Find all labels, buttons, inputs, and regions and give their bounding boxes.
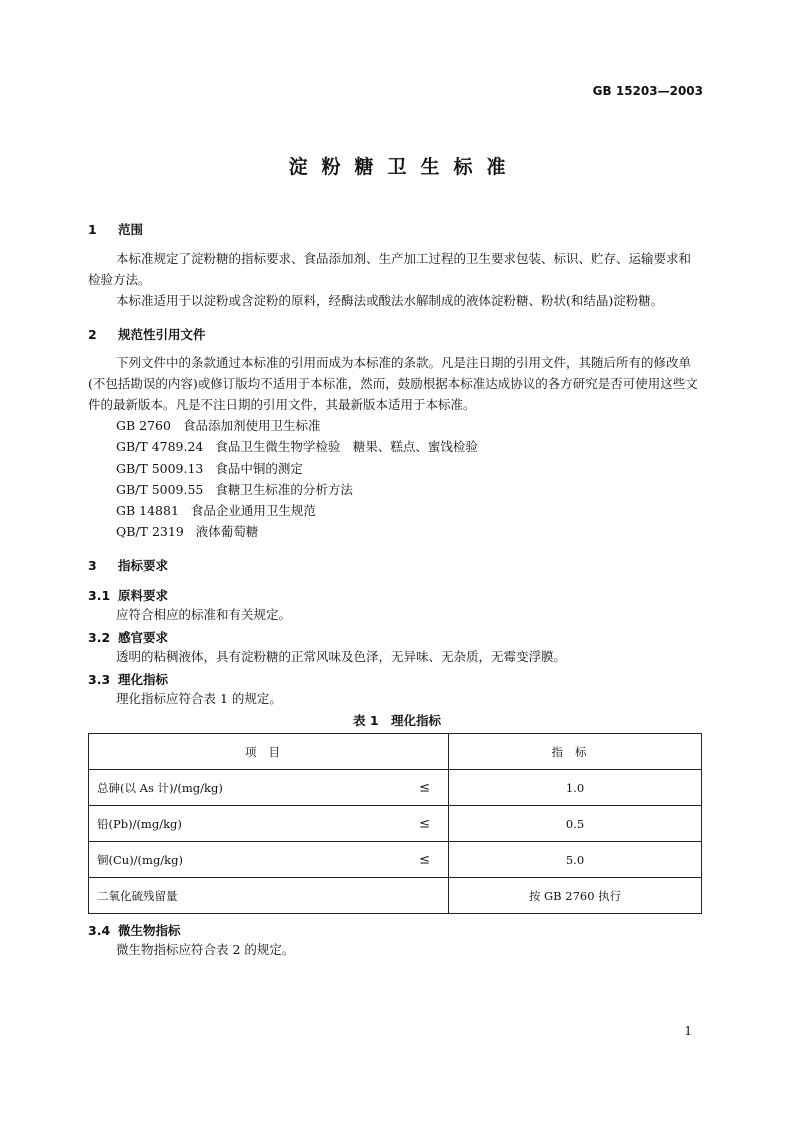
section-1-heading (88, 220, 143, 238)
subsection-title: 原料要求 (118, 588, 169, 603)
value-cell: 5.0 (449, 842, 702, 878)
reference-item (116, 437, 478, 455)
table-row (89, 770, 702, 806)
subsection-3-3-heading (88, 670, 168, 688)
section-title: 指标要求 (118, 558, 169, 573)
subsection-title: 感官要求 (118, 630, 169, 645)
subsection-number: 3.4 (88, 923, 111, 938)
reference-name: 食糖卫生标准的分析方法 (215, 482, 353, 497)
value-cell: 1.0 (449, 770, 702, 806)
operator: ≤ (419, 816, 430, 831)
item-label: 二氧化硫残留量 (97, 888, 178, 903)
reference-item (116, 416, 320, 434)
item-label: 铜(Cu)/(mg/kg) (97, 852, 183, 867)
paragraph: 本标准适用于以淀粉或含淀粉的原料，经酶法或酸法水解制成的液体淀粉糖、粉状(和结晶)淀粉糖。 (116, 293, 664, 308)
table-row (89, 806, 702, 842)
subsection-number: 3.1 (88, 588, 111, 603)
paragraph: 本标准规定了淀粉糖的指标要求、食品添加剂、生产加工过程的卫生要求包装、标识、贮存、运输要求和检验方法。 (88, 251, 692, 287)
paragraph: 下列文件中的条款通过本标准的引用而成为本标准的条款。凡是注日期的引用文件，其随后所有的修改单(不包括勘误的内容)或修订版均不适用于本标准，然而，鼓励根据本标准达成协议的各方研究是否可使用这些文件的最新版本。凡是不注日期的引用文件，其最新版本适用于本标准。 (88, 355, 698, 412)
operator: ≤ (419, 780, 430, 795)
header-cell-item: 项目 (89, 734, 449, 770)
reference-name: 食品卫生微生物学检验 糖果、糕点、蜜饯检验 (215, 439, 478, 454)
reference-item (116, 501, 316, 519)
reference-name: 食品添加剂使用卫生标准 (182, 418, 321, 433)
subsection-3-2-text: 透明的粘稠液体，具有淀粉糖的正常风味及色泽，无异味、无杂质，无霉变浮膜。 (116, 649, 567, 664)
table-row (89, 878, 702, 914)
reference-code: QB/T 2319 (116, 524, 184, 539)
item-label: 总砷(以 As 计)/(mg/kg) (97, 780, 223, 795)
reference-name: 液体葡萄糖 (195, 524, 259, 539)
subsection-title: 微生物指标 (118, 923, 181, 938)
item-cell (89, 878, 449, 914)
subsection-3-1-text: 应符合相应的标准和有关规定。 (116, 607, 292, 622)
reference-item (116, 459, 303, 477)
subsection-3-4-heading (88, 921, 181, 939)
section-title: 规范性引用文件 (118, 327, 206, 342)
item-cell (89, 842, 449, 878)
section-1-body (88, 248, 702, 311)
section-number: 3 (88, 558, 97, 573)
standard-number: GB 15203—2003 (592, 84, 703, 98)
subsection-title: 理化指标 (118, 672, 169, 687)
table-header-row (89, 734, 702, 770)
table-1-caption: 表 1 理化指标 (352, 713, 442, 728)
value-cell: 按 GB 2760 执行 (449, 878, 702, 914)
reference-name: 食品中铜的测定 (215, 461, 303, 476)
reference-item (116, 522, 258, 540)
section-number: 2 (88, 327, 97, 342)
page-number: 1 (684, 1024, 692, 1038)
table-row (89, 842, 702, 878)
reference-item (116, 480, 353, 498)
item-label: 铅(Pb)/(mg/kg) (97, 816, 182, 831)
section-number: 1 (88, 222, 97, 237)
header-cell-value: 指标 (449, 734, 702, 770)
operator: ≤ (419, 852, 430, 867)
section-3-heading (88, 556, 168, 574)
item-cell (89, 806, 449, 842)
section-2-heading (88, 325, 206, 343)
section-title: 范围 (118, 222, 144, 237)
item-cell (89, 770, 449, 806)
document-title: 淀粉糖卫生标准 (288, 156, 520, 178)
subsection-3-1-heading (88, 586, 168, 604)
table-1 (88, 733, 702, 914)
subsection-number: 3.3 (88, 672, 111, 687)
reference-name: 食品企业通用卫生规范 (190, 503, 316, 518)
subsection-number: 3.2 (88, 630, 111, 645)
section-2-body (88, 352, 702, 415)
reference-code: GB 2760 (116, 418, 171, 433)
subsection-3-4-text: 微生物指标应符合表 2 的规定。 (116, 942, 295, 957)
reference-code: GB 14881 (116, 503, 179, 518)
subsection-3-2-heading (88, 628, 168, 646)
subsection-3-3-text: 理化指标应符合表 1 的规定。 (116, 691, 282, 706)
reference-code: GB/T 5009.13 (116, 461, 204, 476)
reference-code: GB/T 5009.55 (116, 482, 204, 497)
reference-code: GB/T 4789.24 (116, 439, 204, 454)
value-cell: 0.5 (449, 806, 702, 842)
